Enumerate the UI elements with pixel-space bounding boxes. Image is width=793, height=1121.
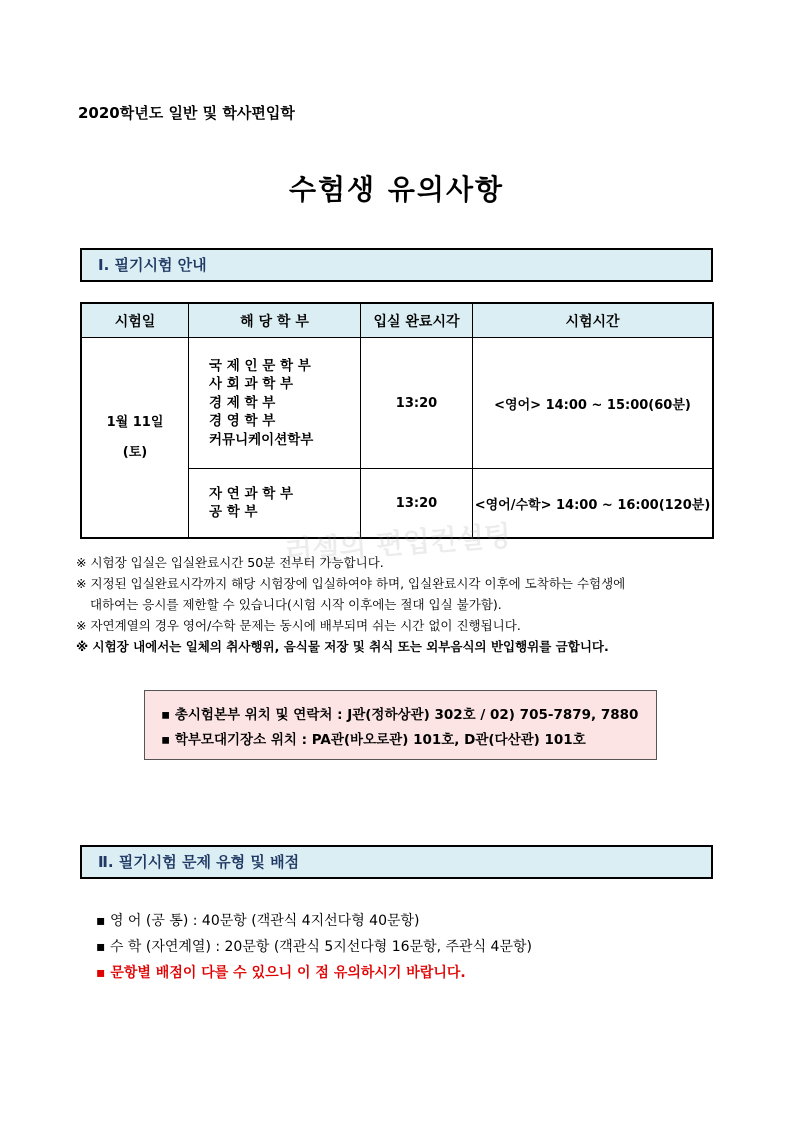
question-type-english: ▪ 영 어 (공 통) : 40문항 (객관식 4지선다형 40문항): [96, 913, 420, 929]
department-item: 국 제 인 문 학 부: [209, 357, 311, 374]
table-header-row: [81, 303, 713, 338]
entry-time-cell: 13:20: [361, 469, 473, 539]
exam-date-cell: [81, 338, 189, 539]
col-header-date: 시험일: [81, 303, 189, 338]
section-1-header: Ⅰ. 필기시험 안내: [80, 248, 713, 282]
question-types-list: [96, 908, 532, 986]
exam-weekday: (토): [122, 444, 148, 460]
department-item: 사 회 과 학 부: [209, 376, 294, 393]
section-2-header: Ⅱ. 필기시험 문제 유형 및 배점: [80, 845, 713, 879]
department-list: [189, 338, 361, 469]
question-type-math: ▪ 수 학 (자연계열) : 20문항 (객관식 5지선다형 16문항, 주관식 4문항): [96, 939, 532, 955]
table-row: [81, 338, 713, 469]
col-header-exam-time: 시험시간: [473, 303, 714, 338]
note-item: ※ 지정된 입실완료시각까지 해당 시험장에 입실하여야 하며, 입실완료시각 이후에 도착하는 수험생에: [76, 576, 626, 591]
document-title: 2020학년도 일반 및 학사편입학: [78, 104, 295, 122]
note-item: ※ 자연계열의 경우 영어/수학 문제는 동시에 배부되며 쉬는 시간 없이 진행됩니다.: [76, 618, 521, 633]
department-item: 공 학 부: [209, 504, 258, 520]
hq-contact: ▪ 총시험본부 위치 및 연락처 : J관(정하상관) 302호 / 02) 705-7879, 7880: [161, 707, 639, 723]
note-item: ※ 시험장 입실은 입실완료시간 50분 전부터 가능합니다.: [76, 555, 384, 570]
col-header-department: 해 당 학 부: [189, 303, 361, 338]
department-item: 경 제 학 부: [209, 394, 276, 411]
exam-time-cell: <영어> 14:00 ~ 15:00(60분): [473, 338, 714, 469]
parent-waiting-area: ▪ 학부모대기장소 위치 : PA관(바오로관) 101호, D관(다산관) 101호: [161, 732, 586, 748]
department-item: 커뮤니케이션학부: [209, 431, 314, 448]
exam-time-cell: <영어/수학> 14:00 ~ 16:00(120분): [473, 469, 714, 539]
notes-list: [76, 552, 756, 657]
entry-time-cell: 13:20: [361, 338, 473, 469]
col-header-entry-time: 입실 완료시각: [361, 303, 473, 338]
department-item: 경 영 학 부: [209, 413, 276, 430]
contact-info-box: [144, 690, 657, 760]
page-title: 수험생 유의사항: [288, 173, 505, 206]
watermark: 러셀의 편입컨설팅: [284, 519, 513, 568]
exam-date: 1월 11일: [106, 414, 164, 430]
note-item-important: ※ 시험장 내에서는 일체의 취사행위, 음식물 저장 및 취식 또는 외부음식의 반입행위를 금합니다.: [76, 639, 609, 654]
scoring-warning: ▪ 문항별 배점이 다를 수 있으니 이 점 유의하시기 바랍니다.: [96, 965, 466, 981]
department-item: 자 연 과 학 부: [209, 485, 294, 502]
note-item: 대하여는 응시를 제한할 수 있습니다(시험 시작 이후에는 절대 입실 불가함).: [90, 597, 502, 612]
exam-schedule-table: [80, 302, 714, 539]
